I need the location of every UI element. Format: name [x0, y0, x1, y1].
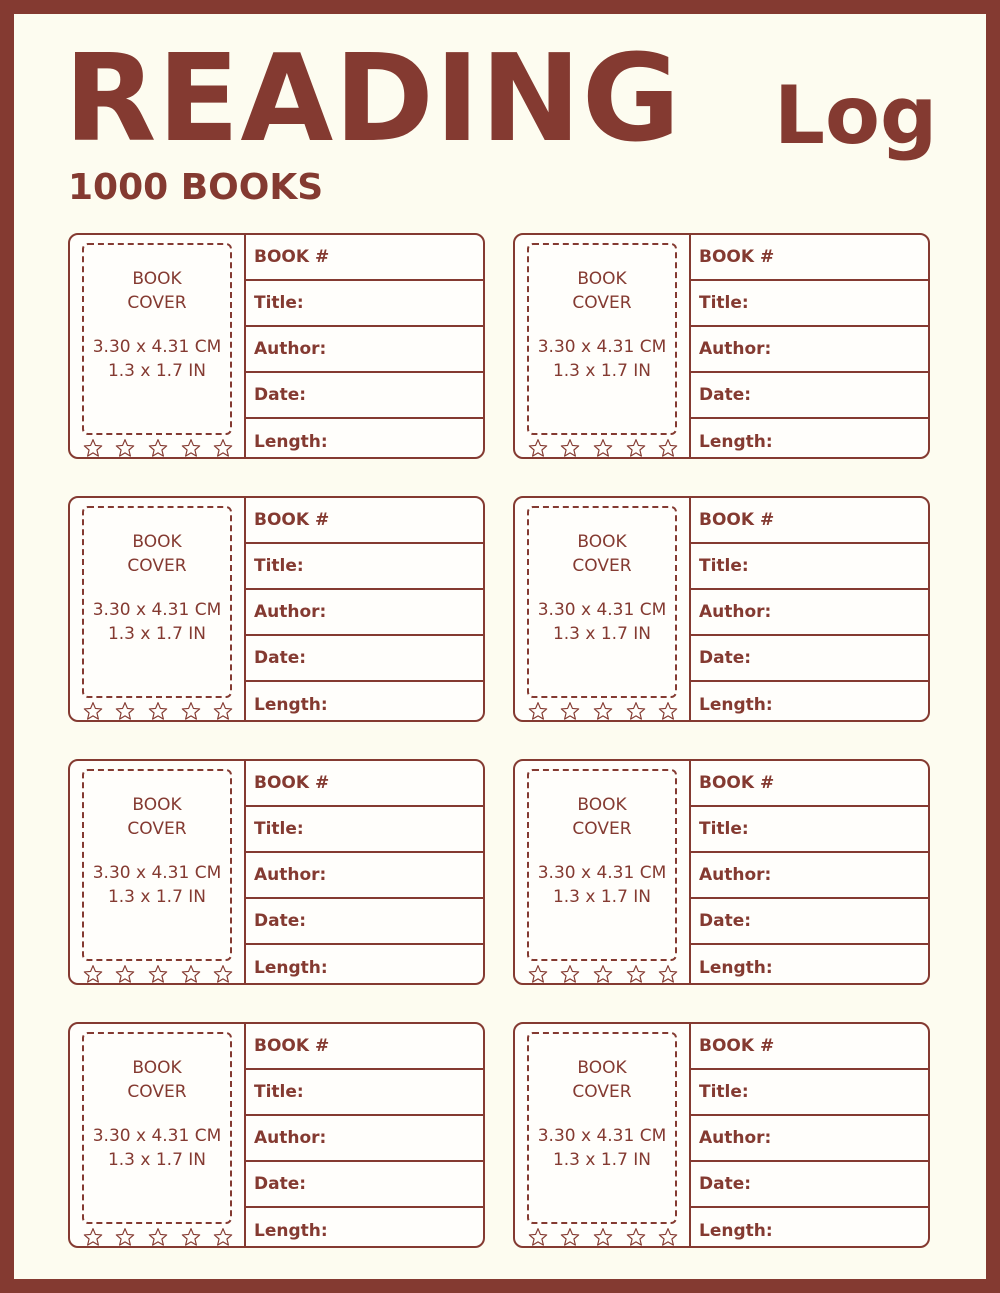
cover-label-line1: BOOK [132, 532, 182, 552]
page-title-suffix: Log [774, 69, 938, 162]
cover-size-cm: 3.30 x 4.31 CM [537, 863, 667, 883]
field-row[interactable] [691, 590, 928, 636]
field-row[interactable] [246, 761, 483, 807]
book-entry-card [68, 759, 485, 985]
star-outline-icon[interactable] [626, 438, 646, 458]
rating-stars [515, 1226, 691, 1248]
rating-stars [70, 700, 246, 722]
field-row[interactable] [246, 853, 483, 899]
field-row[interactable] [246, 498, 483, 544]
cover-size-in: 1.3 x 1.7 IN [107, 361, 207, 381]
field-row[interactable] [691, 235, 928, 281]
page-subtitle: 1000 BOOKS [68, 167, 324, 208]
cover-size-cm: 3.30 x 4.31 CM [537, 1126, 667, 1146]
field-row[interactable] [691, 281, 928, 327]
star-outline-icon[interactable] [528, 701, 548, 721]
cover-label-line2: COVER [127, 1082, 187, 1102]
cover-size-in: 1.3 x 1.7 IN [107, 624, 207, 644]
book-entry-card [68, 496, 485, 722]
field-row[interactable] [691, 1162, 928, 1208]
star-outline-icon[interactable] [181, 701, 201, 721]
cover-size-cm: 3.30 x 4.31 CM [537, 337, 667, 357]
rating-stars [70, 963, 246, 985]
cover-column [70, 498, 246, 720]
field-row[interactable] [691, 682, 928, 722]
cover-column [515, 498, 691, 720]
field-label: BOOK # [254, 1036, 330, 1056]
field-label: Date: [699, 1174, 752, 1194]
star-outline-icon[interactable] [593, 438, 613, 458]
rating-stars [70, 1226, 246, 1248]
field-row[interactable] [691, 1024, 928, 1070]
field-label: Length: [254, 1221, 328, 1241]
book-fields [691, 235, 928, 457]
field-label: Author: [254, 1128, 327, 1148]
star-outline-icon[interactable] [115, 964, 135, 984]
field-label: Title: [699, 556, 749, 576]
field-label: Length: [254, 432, 328, 452]
cover-size-in: 1.3 x 1.7 IN [552, 361, 652, 381]
cover-column [515, 761, 691, 983]
book-fields [246, 1024, 483, 1246]
cover-size-cm: 3.30 x 4.31 CM [537, 600, 667, 620]
cover-label-line2: COVER [572, 1082, 632, 1102]
field-label: Date: [254, 385, 307, 405]
field-label: Title: [699, 819, 749, 839]
cover-label-line1: BOOK [577, 1058, 627, 1078]
field-row[interactable] [246, 1162, 483, 1208]
book-fields [691, 498, 928, 720]
star-outline-icon[interactable] [181, 1227, 201, 1247]
field-row[interactable] [246, 1208, 483, 1248]
field-label: Length: [699, 958, 773, 978]
star-outline-icon[interactable] [181, 964, 201, 984]
cover-size-cm: 3.30 x 4.31 CM [92, 337, 222, 357]
rating-stars [515, 700, 691, 722]
field-label: Date: [699, 385, 752, 405]
cover-label-line2: COVER [572, 819, 632, 839]
field-row[interactable] [691, 945, 928, 985]
star-outline-icon[interactable] [626, 964, 646, 984]
star-outline-icon[interactable] [148, 438, 168, 458]
star-outline-icon[interactable] [115, 438, 135, 458]
star-outline-icon[interactable] [560, 438, 580, 458]
field-row[interactable] [691, 327, 928, 373]
star-outline-icon[interactable] [560, 701, 580, 721]
star-outline-icon[interactable] [213, 701, 233, 721]
cover-label-line1: BOOK [132, 795, 182, 815]
field-row[interactable] [691, 853, 928, 899]
book-fields [691, 761, 928, 983]
field-label: Author: [254, 865, 327, 885]
field-row[interactable] [246, 945, 483, 985]
field-row[interactable] [691, 1208, 928, 1248]
star-outline-icon[interactable] [560, 964, 580, 984]
star-outline-icon[interactable] [148, 1227, 168, 1247]
field-row[interactable] [246, 281, 483, 327]
star-outline-icon[interactable] [626, 701, 646, 721]
book-cover-placeholder[interactable] [82, 1032, 232, 1224]
field-label: Date: [254, 1174, 307, 1194]
book-cover-placeholder[interactable] [82, 243, 232, 435]
book-cover-placeholder[interactable] [82, 769, 232, 961]
cover-size-in: 1.3 x 1.7 IN [107, 887, 207, 907]
field-label: Title: [254, 293, 304, 313]
star-outline-icon[interactable] [213, 1227, 233, 1247]
field-row[interactable] [691, 1116, 928, 1162]
field-label: Author: [254, 339, 327, 359]
book-cover-placeholder[interactable] [82, 506, 232, 698]
book-entry-card [513, 759, 930, 985]
field-row[interactable] [691, 899, 928, 945]
field-label: Length: [699, 432, 773, 452]
field-label: BOOK # [254, 773, 330, 793]
book-cover-placeholder[interactable] [527, 243, 677, 435]
star-outline-icon[interactable] [115, 1227, 135, 1247]
field-row[interactable] [246, 682, 483, 722]
cover-column [515, 235, 691, 457]
cover-label-line2: COVER [572, 293, 632, 313]
book-entry-card [68, 1022, 485, 1248]
rating-stars [515, 963, 691, 985]
field-label: BOOK # [699, 1036, 775, 1056]
book-cover-placeholder[interactable] [527, 769, 677, 961]
star-outline-icon[interactable] [658, 964, 678, 984]
star-outline-icon[interactable] [83, 964, 103, 984]
star-outline-icon[interactable] [593, 701, 613, 721]
field-row[interactable] [691, 373, 928, 419]
star-outline-icon[interactable] [593, 964, 613, 984]
rating-stars [70, 437, 246, 459]
book-entry-card [513, 496, 930, 722]
field-row[interactable] [691, 761, 928, 807]
field-row[interactable] [691, 636, 928, 682]
field-label: Author: [699, 865, 772, 885]
book-cover-placeholder[interactable] [527, 1032, 677, 1224]
star-outline-icon[interactable] [560, 1227, 580, 1247]
cover-column [70, 235, 246, 457]
field-label: Author: [254, 602, 327, 622]
star-outline-icon[interactable] [658, 1227, 678, 1247]
cover-size-in: 1.3 x 1.7 IN [552, 1150, 652, 1170]
field-label: Length: [699, 695, 773, 715]
field-label: Title: [254, 556, 304, 576]
book-fields [246, 761, 483, 983]
cover-label-line1: BOOK [132, 269, 182, 289]
field-label: BOOK # [254, 510, 330, 530]
cover-label-line1: BOOK [577, 269, 627, 289]
field-row[interactable] [246, 1070, 483, 1116]
field-label: Author: [699, 1128, 772, 1148]
star-outline-icon[interactable] [528, 1227, 548, 1247]
book-fields [691, 1024, 928, 1246]
star-outline-icon[interactable] [658, 701, 678, 721]
star-outline-icon[interactable] [658, 438, 678, 458]
field-label: BOOK # [699, 510, 775, 530]
star-outline-icon[interactable] [115, 701, 135, 721]
book-entry-card [513, 233, 930, 459]
field-row[interactable] [691, 498, 928, 544]
book-entry-card [513, 1022, 930, 1248]
field-label: BOOK # [254, 247, 330, 267]
star-outline-icon[interactable] [148, 964, 168, 984]
star-outline-icon[interactable] [83, 438, 103, 458]
field-label: Title: [699, 1082, 749, 1102]
field-row[interactable] [246, 1024, 483, 1070]
book-fields [246, 498, 483, 720]
field-label: Date: [699, 648, 752, 668]
field-row[interactable] [246, 590, 483, 636]
field-row[interactable] [246, 1116, 483, 1162]
star-outline-icon[interactable] [213, 438, 233, 458]
cover-label-line1: BOOK [132, 1058, 182, 1078]
field-row[interactable] [691, 1070, 928, 1116]
cover-label-line2: COVER [127, 293, 187, 313]
field-row[interactable] [246, 419, 483, 459]
field-row[interactable] [691, 544, 928, 590]
cover-label-line1: BOOK [577, 795, 627, 815]
star-outline-icon[interactable] [626, 1227, 646, 1247]
star-outline-icon[interactable] [83, 701, 103, 721]
field-label: Date: [699, 911, 752, 931]
field-row[interactable] [246, 807, 483, 853]
star-outline-icon[interactable] [148, 701, 168, 721]
book-fields [246, 235, 483, 457]
field-label: Date: [254, 648, 307, 668]
field-row[interactable] [246, 327, 483, 373]
field-label: Title: [699, 293, 749, 313]
book-entry-card [68, 233, 485, 459]
field-row[interactable] [691, 807, 928, 853]
book-cover-placeholder[interactable] [527, 506, 677, 698]
star-outline-icon[interactable] [213, 964, 233, 984]
cover-label-line1: BOOK [577, 532, 627, 552]
field-label: Author: [699, 602, 772, 622]
field-label: Length: [254, 695, 328, 715]
cover-column [70, 1024, 246, 1246]
field-label: Title: [254, 819, 304, 839]
field-label: Length: [254, 958, 328, 978]
cover-column [70, 761, 246, 983]
field-label: Date: [254, 911, 307, 931]
cover-size-cm: 3.30 x 4.31 CM [92, 1126, 222, 1146]
star-outline-icon[interactable] [593, 1227, 613, 1247]
field-label: Author: [699, 339, 772, 359]
field-row[interactable] [246, 636, 483, 682]
cover-column [515, 1024, 691, 1246]
field-label: BOOK # [699, 247, 775, 267]
field-row[interactable] [246, 235, 483, 281]
field-label: Length: [699, 1221, 773, 1241]
page-title: READING [64, 30, 682, 169]
field-label: Title: [254, 1082, 304, 1102]
cover-label-line2: COVER [127, 819, 187, 839]
log-page [14, 14, 986, 1279]
cover-size-cm: 3.30 x 4.31 CM [92, 863, 222, 883]
field-row[interactable] [246, 544, 483, 590]
star-outline-icon[interactable] [528, 964, 548, 984]
star-outline-icon[interactable] [181, 438, 201, 458]
star-outline-icon[interactable] [83, 1227, 103, 1247]
cover-size-in: 1.3 x 1.7 IN [107, 1150, 207, 1170]
field-label: BOOK # [699, 773, 775, 793]
cover-label-line2: COVER [127, 556, 187, 576]
field-row[interactable] [246, 373, 483, 419]
cover-size-in: 1.3 x 1.7 IN [552, 887, 652, 907]
star-outline-icon[interactable] [528, 438, 548, 458]
field-row[interactable] [691, 419, 928, 459]
cover-size-in: 1.3 x 1.7 IN [552, 624, 652, 644]
cover-label-line2: COVER [572, 556, 632, 576]
rating-stars [515, 437, 691, 459]
cover-size-cm: 3.30 x 4.31 CM [92, 600, 222, 620]
field-row[interactable] [246, 899, 483, 945]
